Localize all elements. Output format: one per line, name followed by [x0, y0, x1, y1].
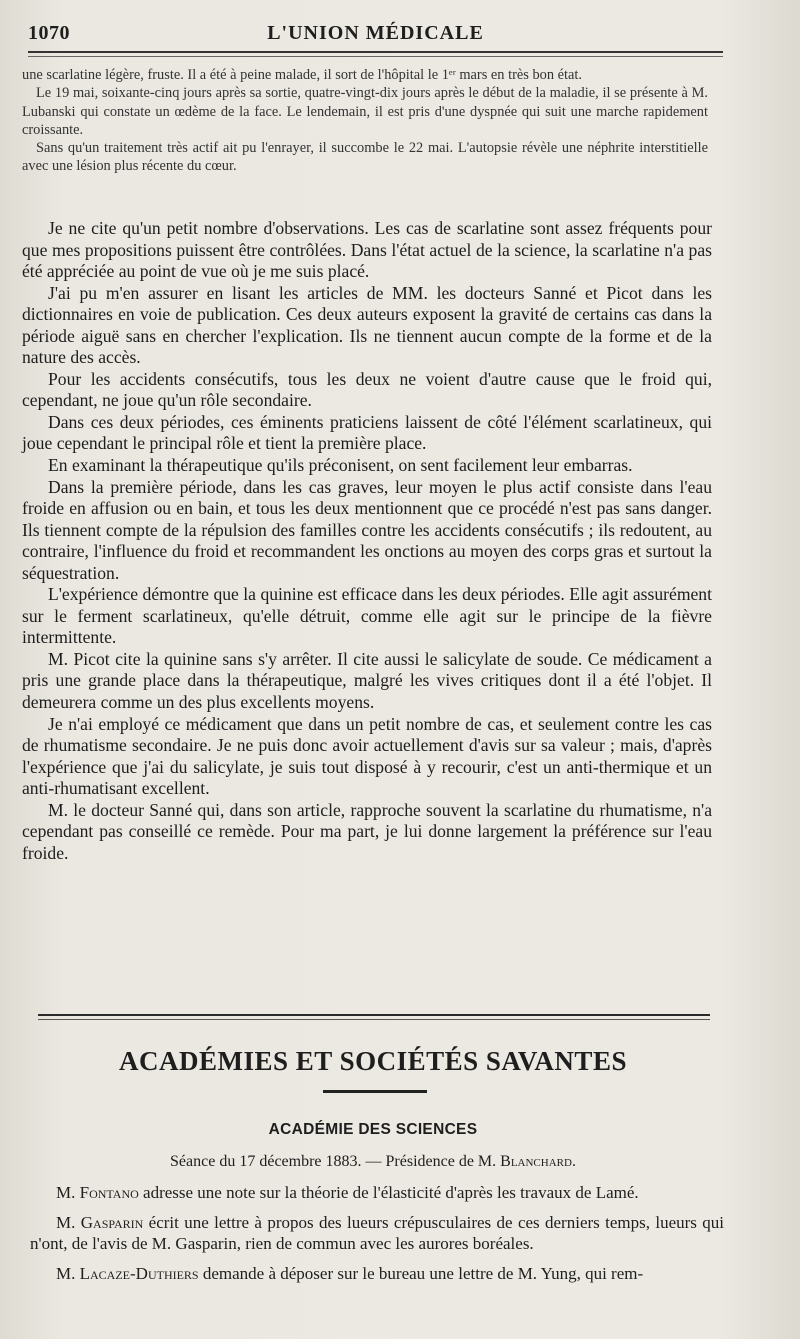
academy-notes [30, 1182, 724, 1293]
body-paragraph: Pour les accidents consécutifs, tous les deux ne voient d'autre cause que le froid qui, cependant, ne joue qu'un rôle secondaire. [22, 368, 712, 411]
note-prefix: M. [56, 1264, 76, 1283]
body-paragraph: M. le docteur Sanné qui, dans son article, rapproche souvent la scarlatine du rhumatisme, n'a cependant pas conseillé ce remède. Pour ma part, je lui donne largement la préférence sur l'eau froide. [22, 799, 712, 863]
note-item [30, 1212, 724, 1254]
body-paragraph: L'expérience démontre que la quinine est efficace dans les deux périodes. Elle agit assurément sur le ferment scarlatineux, qu'elle détruit, comme elle agit sur le principe de la fièvre intermittente. [22, 584, 712, 648]
note-prefix: M. [56, 1183, 76, 1202]
note-item [30, 1263, 724, 1284]
note-author: Gasparin [80, 1213, 144, 1232]
article-body [22, 218, 712, 864]
session-line [28, 1153, 718, 1171]
journal-title: L'UNION MÉDICALE [267, 22, 484, 44]
header-rule-thin [28, 56, 723, 57]
note-text: adresse une note sur la théorie de l'élasticité d'après les travaux de Lamé. [143, 1183, 639, 1202]
section-title: ACADÉMIES ET SOCIÉTÉS SAVANTES [119, 1046, 627, 1076]
header-rule [28, 51, 723, 53]
case-paragraph-1: une scarlatine légère, fruste. Il a été à peine malade, il sort de l'hôpital le 1ᵉʳ mars en très bon état. [22, 67, 583, 83]
session-president: Blanchard. [500, 1153, 576, 1170]
subsection-title: ACADÉMIE DES SCIENCES [268, 1121, 478, 1138]
page-number: 1070 [28, 22, 70, 44]
note-author: Fontano [79, 1183, 139, 1202]
body-paragraph: En examinant la thérapeutique qu'ils préconisent, on sent facilement leur embarras. [48, 455, 633, 476]
note-text: écrit une lettre à propos des lueurs crépusculaires de ces derniers temps, lueurs qui n'ont, de l'avis de M. Gasparin, rien de commun avec les aurores boréales. [30, 1213, 725, 1253]
note-text: demande à déposer sur le bureau une lettre de M. Yung, qui rem- [202, 1264, 644, 1283]
case-paragraph-3: Sans qu'un traitement très actif ait pu l'enrayer, il succombe le 22 mai. L'autopsie révèle une néphrite interstitielle avec une lésion plus récente du cœur. [22, 140, 708, 175]
page-header [28, 18, 723, 48]
body-paragraph: M. Picot cite la quinine sans s'y arrêter. Il cite aussi le salicylate de soude. Ce médicament a pris une grande place dans la thérapeutique, malgré les vives critiques dont il a été l'objet. Il demeurera comme un des plus excellents moyens. [22, 648, 712, 713]
session-prefix: Séance du 17 décembre 1883. — Présidence de M. [170, 1153, 497, 1170]
body-paragraph: Je n'ai employé ce médicament que dans un petit nombre de cas, et seulement contre les cas de rhumatisme secondaire. Je ne puis donc avoir actuellement d'avis sur sa valeur ; mais, d'après l'expérience que j'ai du salicylate, je suis tout disposé à y recourir, c'est un anti-thermique et un anti-rhumatisant excellent. [22, 713, 712, 799]
section-divider [38, 1014, 710, 1016]
section-divider-thin [38, 1019, 710, 1020]
note-prefix: M. [56, 1213, 76, 1232]
note-author: Lacaze-Duthiers [79, 1264, 199, 1283]
section-title-rule [323, 1090, 427, 1093]
note-item [30, 1182, 724, 1203]
body-paragraph: Dans la première période, dans les cas graves, leur moyen le plus actif consiste dans l'eau froide en affusion ou en bain, et tous les deux mentionnent que ce procédé n'est pas sans danger. Ils tiennent compte de la répulsion des familles contre les accidents consécutifs ; ils redoutent, au contraire, l'influence du froid et recommandent les onctions au moyen des corps gras et surtout la séquestration. [22, 476, 712, 583]
case-report-text [22, 66, 708, 176]
body-paragraph: Dans ces deux périodes, ces éminents praticiens laissent de côté l'élément scarlatineux, qui joue cependant le principal rôle et tient la première place. [22, 411, 712, 454]
body-paragraph: J'ai pu m'en assurer en lisant les articles de MM. les docteurs Sanné et Picot dans les dictionnaires en voie de publication. Ces deux auteurs exposent la gravité de certains cas dans la période aiguë sans en chercher l'explication. Ils ne tiennent aucun compte de la forme et de la nature des accès. [22, 282, 712, 368]
case-paragraph-2: Le 19 mai, soixante-cinq jours après sa sortie, quatre-vingt-dix jours après le début de la maladie, il se présente à M. Lubanski qui constate un œdème de la face. Le lendemain, il est pris d'une dyspnée qui suit une marche rapidement croissante. [22, 85, 708, 138]
body-paragraph: Je ne cite qu'un petit nombre d'observations. Les cas de scarlatine sont assez fréquents pour que mes propositions puissent être contrôlées. Dans l'état actuel de la science, la scarlatine n'a pas été appréciée au point de vue où je me suis placé. [22, 218, 712, 282]
